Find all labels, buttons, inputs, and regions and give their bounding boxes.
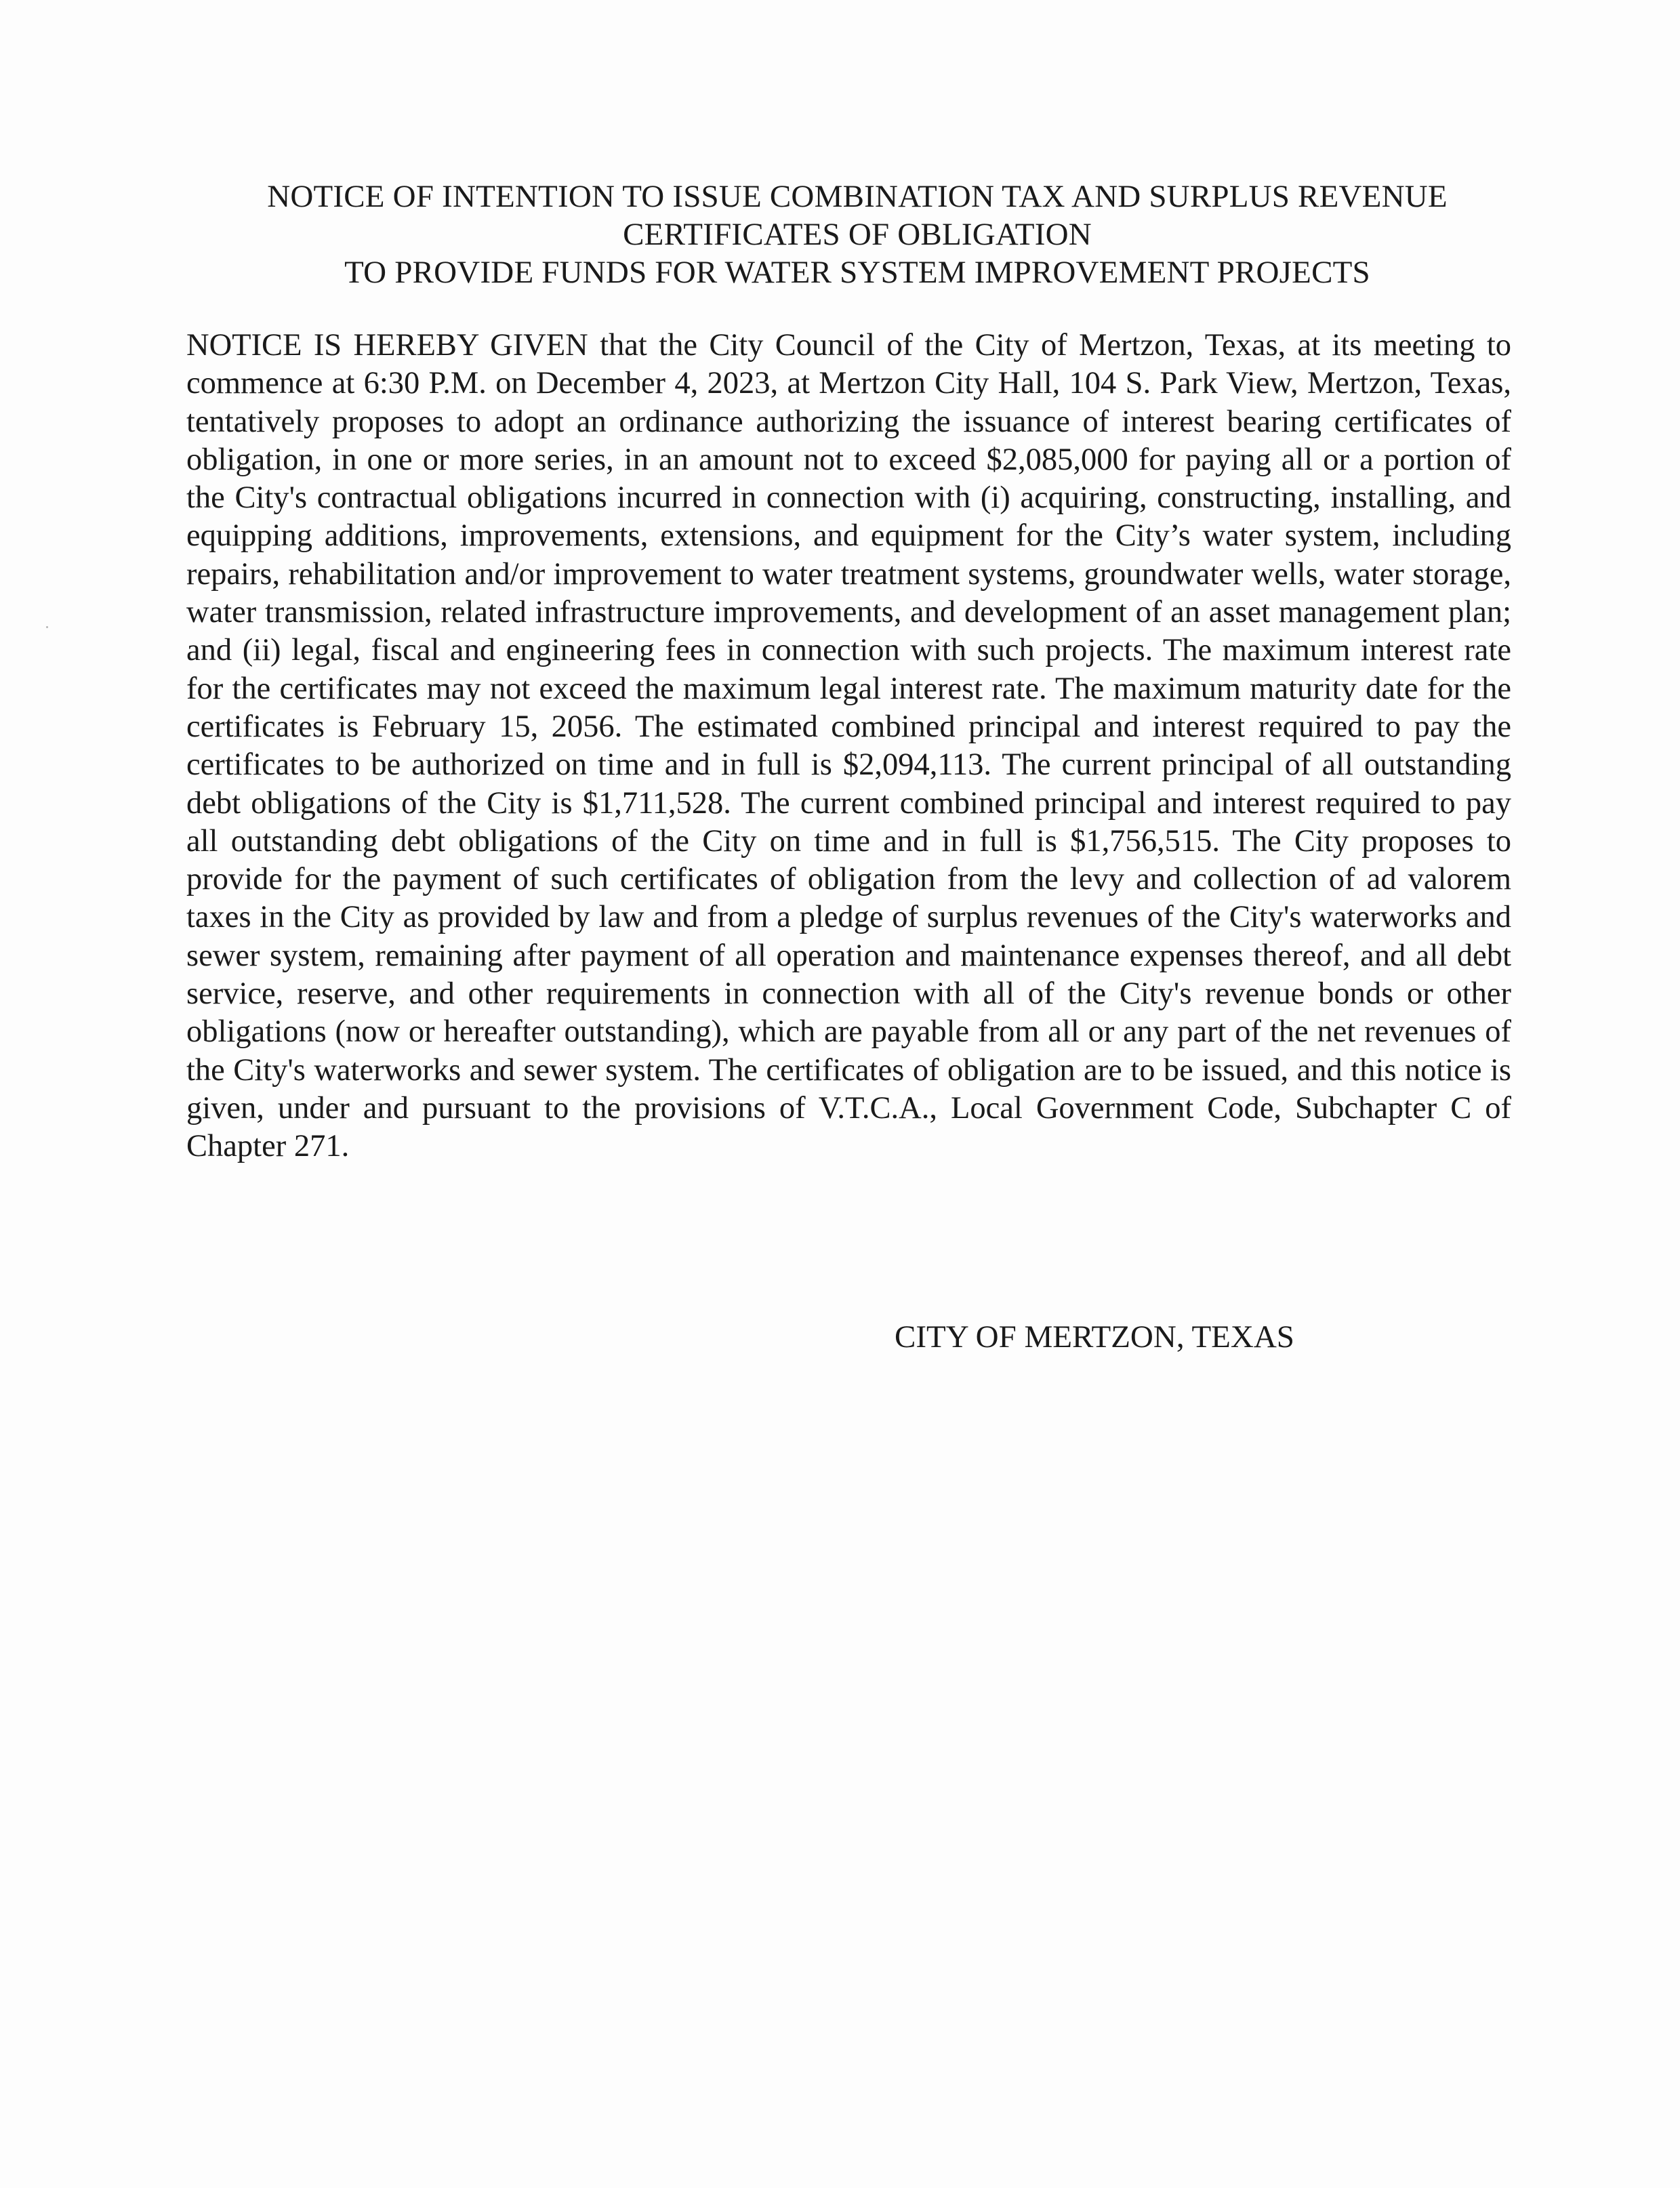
- title-line-1: NOTICE OF INTENTION TO ISSUE COMBINATION TAX AND SURPLUS REVENUE: [267, 179, 1448, 214]
- notice-title: [163, 178, 1552, 291]
- title-line-2: CERTIFICATES OF OBLIGATION: [623, 217, 1092, 252]
- signature-block: CITY OF MERTZON, TEXAS: [895, 1319, 1294, 1355]
- scan-speck: [46, 626, 48, 628]
- notice-body: NOTICE IS HEREBY GIVEN that the City Council of the City of Mertzon, Texas, at its meeting to commence at 6:30 P.M. on December 4, 2023, at Mertzon City Hall, 104 S. Park View, Mertzon, Texas, tentatively proposes to adopt an ordinance authorizing the issuance of interest bearing certificates of obligation, in one or more series, in an amount not to exceed $2,085,000 for paying all or a portion of the City's contractual obligations incurred in connection with (i) acquiring, constructing, installing, and equipping additions, improvements, extensions, and equipment for the City’s water system, including repairs, rehabilitation and/or improvement to water treatment systems, groundwater wells, water storage, water transmission, related infrastructure improvements, and development of an asset management plan; and (ii) legal, fiscal and engineering fees in connection with such projects. The maximum interest rate for the certificates may not exceed the maximum legal interest rate. The maximum maturity date for the certificates is February 15, 2056. The estimated combined principal and interest required to pay the certificates to be authorized on time and in full is $2,094,113. The current principal of all outstanding debt obligations of the City is $1,711,528. The current combined principal and interest required to pay all outstanding debt obligations of the City on time and in full is $1,756,515. The City proposes to provide for the payment of such certificates of obligation from the levy and collection of ad valorem taxes in the City as provided by law and from a pledge of surplus revenues of the City's waterworks and sewer system, remaining after payment of all operation and maintenance expenses thereof, and all debt service, reserve, and other requirements in connection with all of the City's revenue bonds or other obligations (now or hereafter outstanding), which are payable from all or any part of the net revenues of the City's waterworks and sewer system. The certificates of obligation are to be issued, and this notice is given, under and pursuant to the provisions of V.T.C.A., Local Government Code, Subchapter C of Chapter 271.: [186, 328, 1511, 1164]
- title-line-3: TO PROVIDE FUNDS FOR WATER SYSTEM IMPROVEMENT PROJECTS: [344, 255, 1370, 290]
